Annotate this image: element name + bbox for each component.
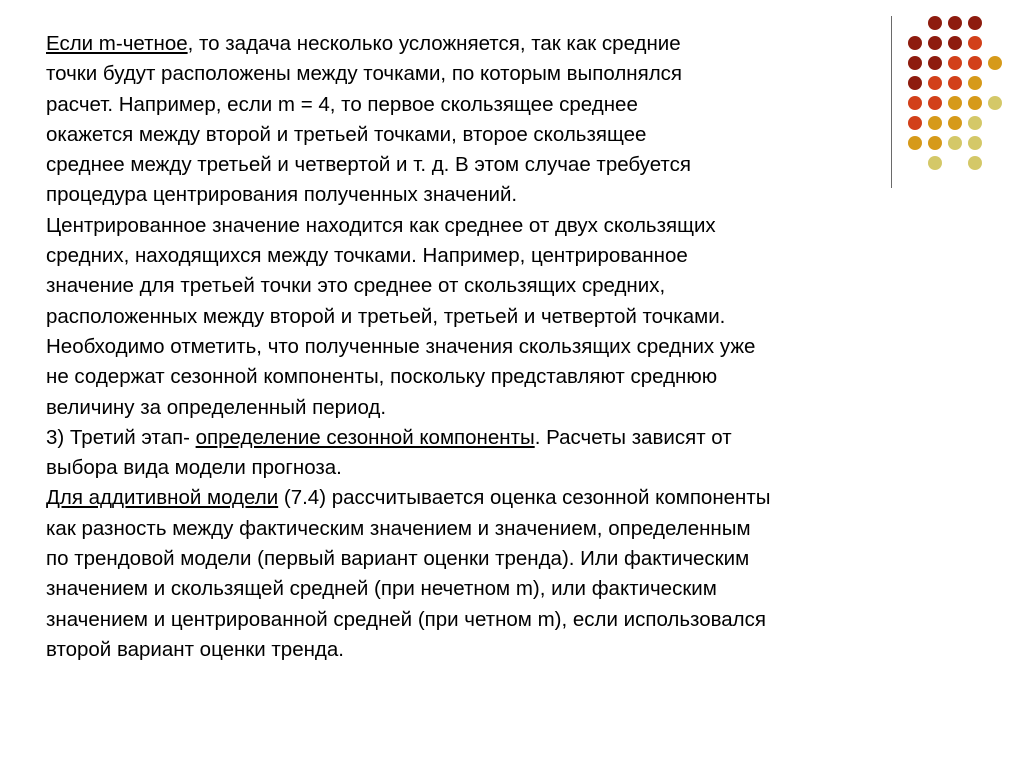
text-run: (7.4) рассчитывается оценка сезонной компоненты [278,486,771,510]
text-line [46,59,976,89]
text-line [46,211,976,241]
text-line [46,302,976,332]
text-run: среднее между третьей и четвертой и т. д. В этом случае требуется [46,153,691,177]
underlined-term: определение сезонной компоненты [195,425,535,449]
text-line [46,544,976,574]
underlined-term: Для аддитивной модели [46,486,279,510]
text-line [46,29,976,59]
slide-body-text [46,29,976,665]
text-run: значение для третьей точки это среднее от скользящих средних, [46,274,666,298]
text-run: 3) Третий этап- [46,425,196,449]
text-line [46,180,976,210]
text-run: значением и центрированной средней (при четном m), если использовался [46,607,766,631]
text-line [46,423,976,453]
text-run: значением и скользящей средней (при нечетном m), или фактическим [46,577,717,601]
text-run: . Расчеты зависят от [534,425,732,449]
text-run: по трендовой модели (первый вариант оценки тренда). Или фактическим [46,547,750,571]
text-line [46,332,976,362]
decorative-dot [988,56,1002,70]
decorative-dot [928,16,942,30]
text-line [46,120,976,150]
text-run: расположенных между второй и третьей, третьей и четвертой точками. [46,304,726,328]
text-line [46,362,976,392]
text-run: не содержат сезонной компоненты, поскольку представляют среднюю [46,365,718,389]
text-run: выбора вида модели прогноза. [46,456,342,480]
text-line [46,514,976,544]
text-line [46,393,976,423]
text-run: средних, находящихся между точками. Например, центрированное [46,244,688,268]
text-run: , то задача несколько усложняется, так как средние [187,32,681,55]
text-line [46,453,976,483]
text-line [46,605,976,635]
underlined-term: Если m-четное [46,32,188,55]
text-line [46,150,976,180]
text-run: Центрированное значение находится как среднее от двух скользящих [46,213,716,237]
text-run: процедура центрирования полученных значений. [46,183,518,207]
text-line [46,574,976,604]
text-run: расчет. Например, если m = 4, то первое скользящее среднее [46,92,638,116]
decorative-dot [968,16,982,30]
text-run: как разность между фактическим значением и значением, определенным [46,516,751,540]
text-run: точки будут расположены между точками, по которым выполнялся [46,62,683,86]
text-line [46,483,976,513]
decorative-dot [988,96,1002,110]
decorative-dot [948,16,962,30]
text-run: Необходимо отметить, что полученные значения скользящих средних уже [46,334,756,358]
text-line [46,271,976,301]
text-line [46,90,976,120]
text-line [46,635,976,665]
text-run: второй вариант оценки тренда. [46,637,344,661]
text-line [46,241,976,271]
text-run: величину за определенный период. [46,395,387,419]
text-run: окажется между второй и третьей точками, второе скользящее [46,122,647,146]
